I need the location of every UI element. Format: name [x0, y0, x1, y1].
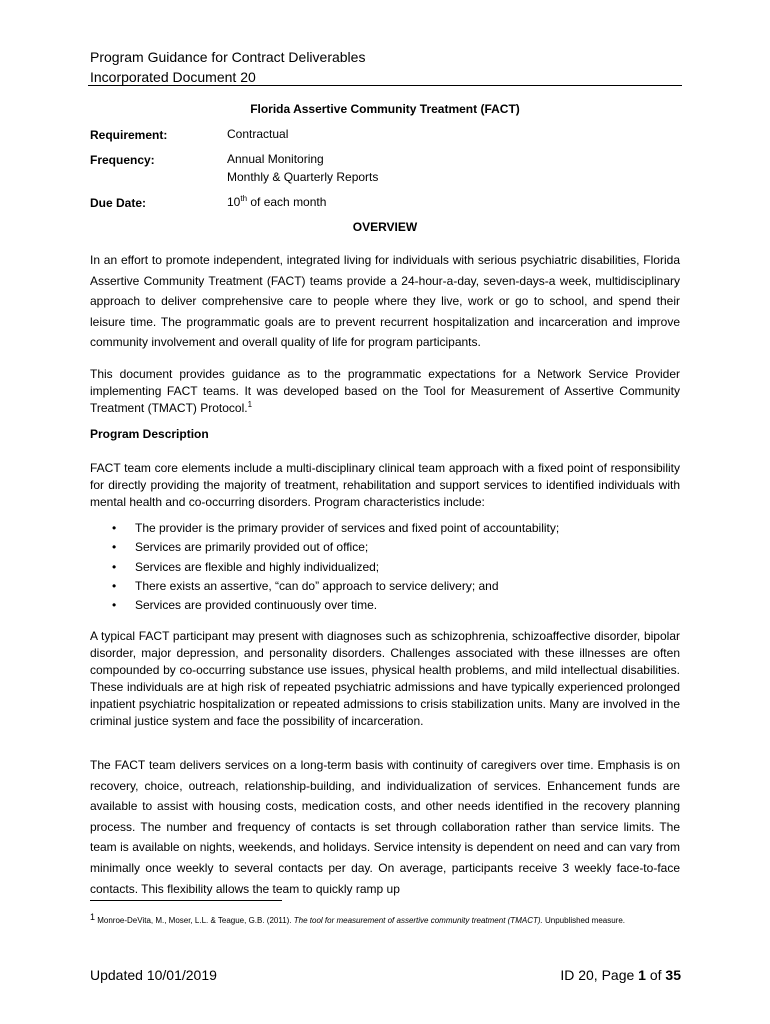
list-item-text: The provider is the primary provider of services and fixed point of accountability; — [135, 521, 560, 535]
footnote-reference: 1 — [247, 400, 253, 409]
frequency-value — [227, 150, 378, 186]
overview-heading: OVERVIEW — [352, 220, 418, 234]
list-item — [108, 596, 678, 615]
document-title: Florida Assertive Community Treatment (FACT) — [250, 102, 520, 116]
due-date-suffix: th — [240, 194, 248, 203]
frequency-label: Frequency: — [90, 153, 155, 167]
bullet-icon: • — [112, 521, 117, 535]
list-item — [108, 519, 678, 538]
list-item — [108, 577, 678, 596]
bullet-icon: • — [112, 540, 117, 555]
footnote — [90, 910, 680, 928]
list-item-text: Services are provided continuously over time. — [135, 598, 378, 613]
footnote-tail: Unpublished measure. — [542, 916, 626, 925]
page-number-prefix: ID 20, Page — [560, 967, 639, 983]
bullet-icon: • — [112, 598, 117, 613]
header-divider — [88, 85, 682, 86]
guidance-paragraph-text: This document provides guidance as to the programmatic expectations for a Network Service Provider implementing FACT teams. It was developed based on the Tool for Measurement of Assertive Community Treatment (TMACT) Protocol. — [90, 367, 680, 415]
updated-date: Updated 10/01/2019 — [90, 967, 217, 983]
due-date-day: 10 — [227, 195, 241, 209]
due-date-label: Due Date: — [90, 196, 147, 210]
footnote-title: The tool for measurement of assertive community treatment (TMACT). — [293, 916, 543, 925]
intro-paragraph: In an effort to promote independent, integrated living for individuals with serious psychiatric disabilities, Florida Assertive Community Treatment (FACT) teams provide a 24-hour-a-day, seven-days-a week, multidisciplinary approach to deliver comprehensive care to people where they live, work or go to school, and spend their leisure time. The programmatic goals are to prevent recurrent hospitalization and incarceration and improve community involvement and overall quality of life for program participants. — [90, 253, 680, 350]
frequency-value-line-1: Annual Monitoring — [227, 152, 324, 166]
program-description-heading: Program Description — [90, 427, 209, 441]
list-item-text: There exists an assertive, “can do” approach to service delivery; and — [135, 578, 499, 593]
page-number-of: of — [645, 967, 666, 983]
footnote-divider — [90, 900, 282, 901]
services-paragraph: The FACT team delivers services on a long-term basis with continuity of caregivers over time. Emphasis is on recovery, choice, outreach, relationship-building, and individualization of services. Enhancement funds are available to assist with housing costs, medication costs, and other needs identified in the recovery planning process. The number and frequency of contacts is set through collaboration rather than service limits. The team is available on nights, weekends, and holidays. Service intensity is dependent on need and can vary from minimally once weekly to several contacts per day. On average, participants receive 3 weekly face-to-face contacts. This flexibility allows the team to quickly ramp up — [90, 758, 680, 896]
requirement-label: Requirement: — [90, 128, 168, 142]
page-current: 1 — [638, 967, 646, 983]
list-item — [108, 538, 678, 557]
program-characteristics-list — [108, 519, 678, 615]
typical-participant-paragraph: A typical FACT participant may present with diagnoses such as schizophrenia, schizoaffective disorder, bipolar disorder, major depression, and personality disorders. Challenges associated with these illnesses are often compounded by co-occurring substance use issues, physical health problems, and mild intellectual disabilities. These individuals are at high risk of repeated psychiatric admissions and have typically experienced prolonged inpatient psychiatric hospitalization or repeated admissions to crisis stabilization units. Many are involved in the criminal justice system and face the possibility of incarceration. — [90, 629, 680, 728]
core-elements-paragraph: FACT team core elements include a multi-disciplinary clinical team approach with a fixed point of responsibility for directly providing the majority of treatment, rehabilitation and support services to identified individuals with mental health and co-occurring disorders. Program characteristics include: — [90, 461, 680, 509]
header-line-1: Program Guidance for Contract Deliverables — [90, 49, 366, 65]
due-date-rest: of each month — [247, 195, 327, 209]
page-number — [560, 967, 681, 983]
guidance-paragraph — [90, 366, 680, 417]
frequency-value-line-2: Monthly & Quarterly Reports — [227, 170, 379, 184]
footnote-number: 1 — [90, 912, 96, 922]
list-item-text: Services are primarily provided out of office; — [135, 540, 369, 555]
list-item — [108, 558, 678, 577]
list-item-text: Services are flexible and highly individualized; — [135, 559, 380, 574]
page-total: 35 — [665, 967, 681, 983]
header-line-2: Incorporated Document 20 — [90, 69, 256, 85]
requirement-value: Contractual — [227, 127, 289, 141]
page-header — [90, 47, 365, 87]
bullet-icon: • — [112, 559, 117, 574]
bullet-icon: • — [112, 578, 117, 593]
due-date-value — [227, 193, 326, 211]
footnote-authors: Monroe-DeVita, M., Moser, L.L. & Teague, G.B. (2011). — [95, 916, 294, 925]
